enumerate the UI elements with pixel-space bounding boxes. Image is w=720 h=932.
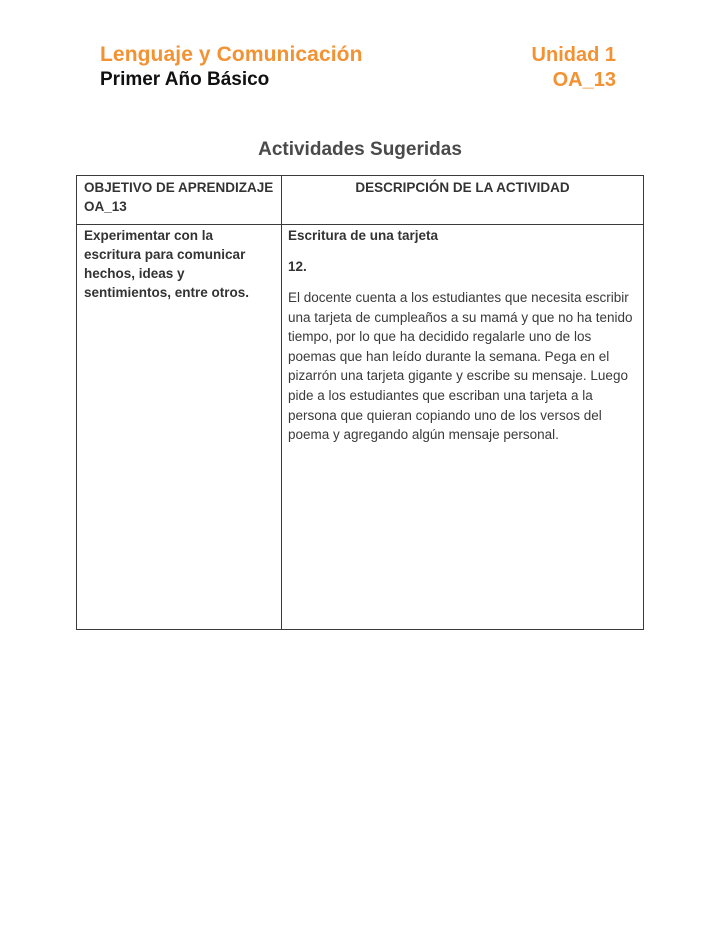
- activity-description: El docente cuenta a los estudiantes que necesita escribir una tarjeta de cumpleaños a su mamá y que no ha tenido tiempo, por lo que ha decidido regalarle uno de los poemas que han leído durante la semana. Pega en el pizarrón una tarjeta gigante y escribe su mensaje. Luego pide a los estudiantes que escriban una tarjeta a la persona que quieran copiando uno de los versos del poema y agregando algún mensaje personal.: [288, 290, 633, 443]
- grade-level: Primer Año Básico: [100, 69, 270, 90]
- activity-number: 12.: [288, 259, 307, 274]
- document-header-right: [532, 43, 616, 92]
- table-header-row: [77, 176, 644, 225]
- document-header-left: [100, 43, 363, 92]
- objective-code: OA_13: [552, 69, 616, 91]
- objective-cell: Experimentar con la escritura para comunicar hechos, ideas y sentimientos, entre otros.: [77, 225, 282, 630]
- column-header-objective: OBJETIVO DE APRENDIZAJE OA_13: [77, 176, 282, 225]
- description-cell: [282, 225, 644, 630]
- section-title: Actividades Sugeridas: [258, 139, 462, 160]
- unit-label: Unidad 1: [531, 44, 616, 66]
- activity-title: Escritura de una tarjeta: [288, 228, 439, 243]
- subject-title: Lenguaje y Comunicación: [100, 43, 363, 66]
- column-header-description: DESCRIPCIÓN DE LA ACTIVIDAD: [282, 176, 644, 225]
- activities-table: [76, 175, 644, 630]
- table-row: [77, 225, 644, 630]
